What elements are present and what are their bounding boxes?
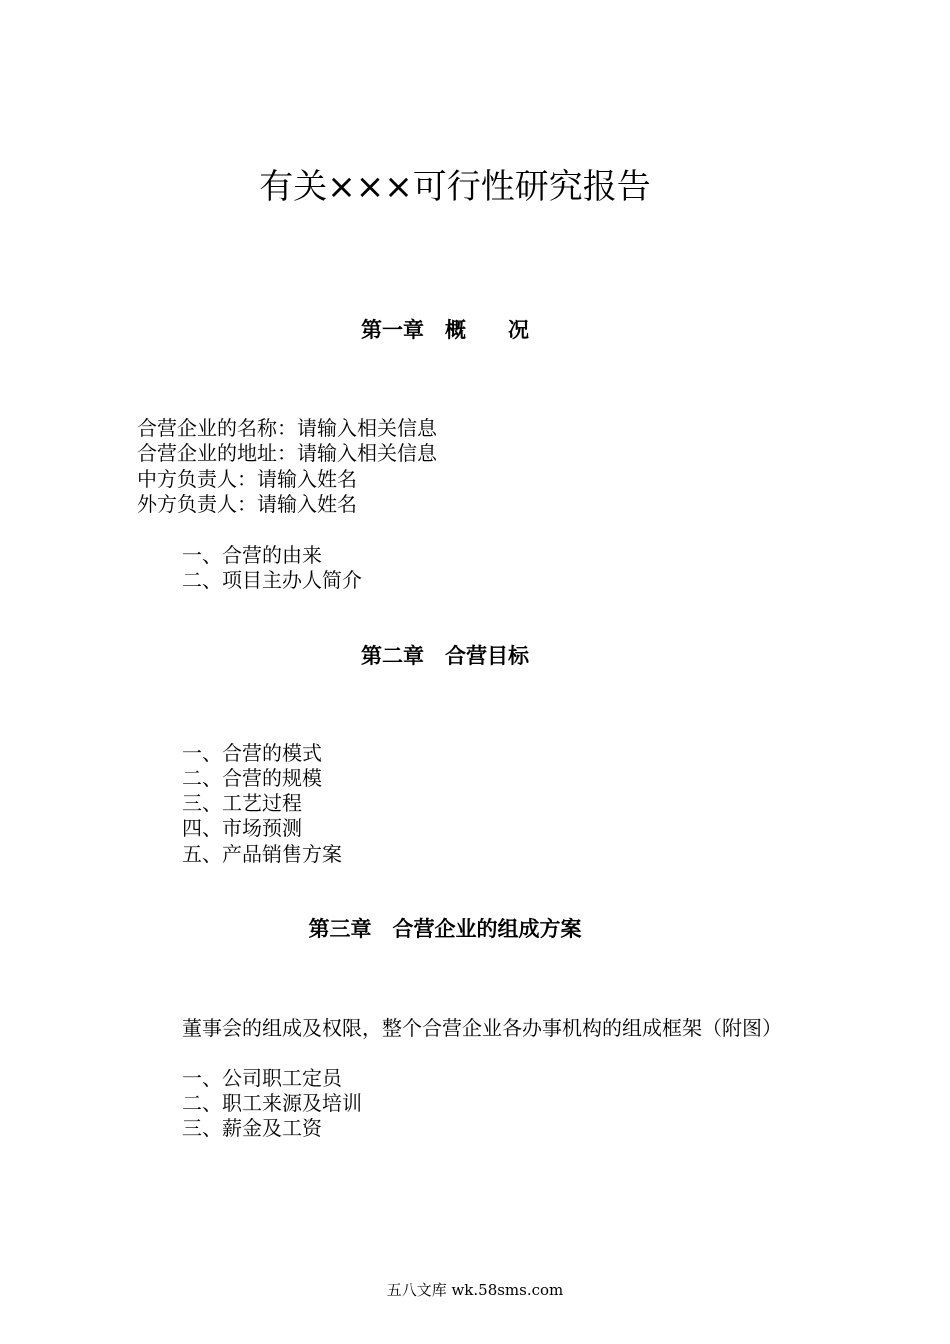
info-foreign-representative: 外方负责人：请输入姓名 [137, 492, 357, 516]
list-item: 二、合营的规模 [182, 766, 322, 790]
list-item: 二、职工来源及培训 [182, 1091, 362, 1115]
list-item: 三、薪金及工资 [182, 1116, 322, 1140]
list-item: 五、产品销售方案 [182, 842, 342, 866]
document-title: 有关×××可行性研究报告 [259, 167, 651, 207]
chapter-1-heading: 第一章 概 况 [361, 318, 529, 342]
page-footer-watermark: 五八文库 wk.58sms.com [386, 1281, 564, 1299]
list-item: 四、市场预测 [182, 816, 302, 840]
info-company-name: 合营企业的名称：请输入相关信息 [137, 416, 437, 440]
chapter-2-heading: 第二章 合营目标 [361, 644, 529, 668]
board-composition-paragraph: 董事会的组成及权限，整个合营企业各办事机构的组成框架（附图） [182, 1016, 782, 1040]
list-item: 一、合营的模式 [182, 741, 322, 765]
info-company-address: 合营企业的地址：请输入相关信息 [137, 441, 437, 465]
list-item: 二、项目主办人简介 [182, 568, 362, 592]
list-item: 三、工艺过程 [182, 791, 302, 815]
info-chinese-representative: 中方负责人：请输入姓名 [137, 467, 357, 491]
list-item: 一、公司职工定员 [182, 1066, 342, 1090]
chapter-3-heading: 第三章 合营企业的组成方案 [308, 917, 582, 941]
list-item: 一、合营的由来 [182, 543, 322, 567]
